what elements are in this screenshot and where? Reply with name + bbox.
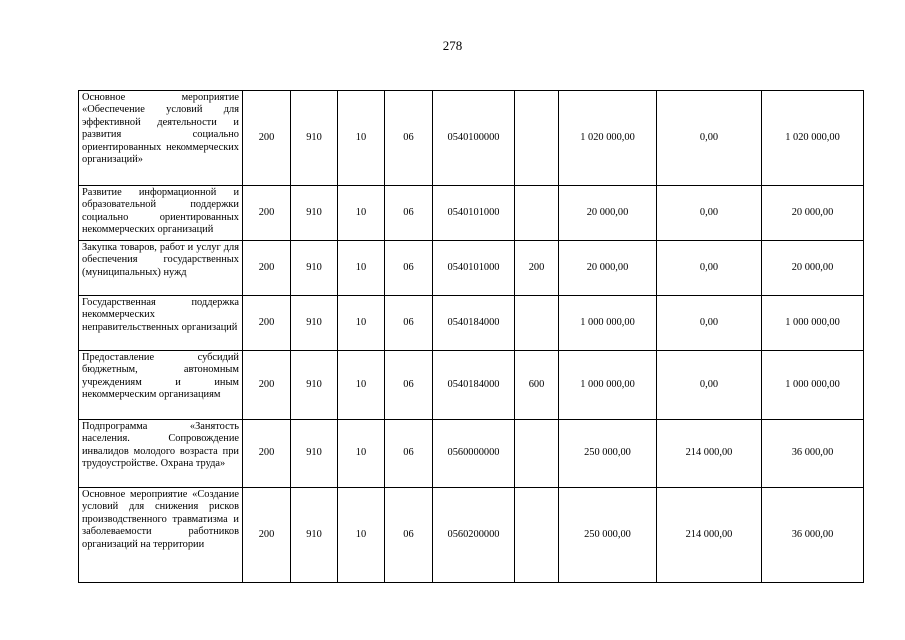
cell-code-5: 0540101000	[433, 186, 515, 241]
cell-amount-3: 1 000 000,00	[762, 296, 864, 351]
cell-code-4: 06	[385, 241, 433, 296]
cell-amount-3: 36 000,00	[762, 420, 864, 488]
cell-amount-2: 0,00	[657, 91, 762, 186]
cell-code-4: 06	[385, 351, 433, 420]
row-name: Развитие информационной и образовательной поддержки социально ориентированных некоммерческих организаций	[79, 186, 243, 241]
cell-code-2: 910	[291, 296, 338, 351]
cell-amount-3: 36 000,00	[762, 488, 864, 583]
cell-code-6	[515, 91, 559, 186]
cell-amount-3: 20 000,00	[762, 186, 864, 241]
cell-code-4: 06	[385, 296, 433, 351]
cell-code-1: 200	[243, 186, 291, 241]
row-name: Подпрограмма «Занятость населения. Сопровождение инвалидов молодого возраста при трудоустройстве. Охрана труда»	[79, 420, 243, 488]
cell-code-5: 0540184000	[433, 351, 515, 420]
cell-code-3: 10	[338, 296, 385, 351]
cell-code-5: 0540100000	[433, 91, 515, 186]
cell-code-3: 10	[338, 488, 385, 583]
page-number: 278	[442, 38, 463, 53]
cell-code-3: 10	[338, 91, 385, 186]
cell-code-4: 06	[385, 91, 433, 186]
cell-code-6	[515, 296, 559, 351]
cell-code-6: 200	[515, 241, 559, 296]
cell-code-1: 200	[243, 420, 291, 488]
cell-code-5: 0540184000	[433, 296, 515, 351]
cell-amount-3: 1 020 000,00	[762, 91, 864, 186]
cell-code-3: 10	[338, 351, 385, 420]
table-row	[79, 420, 864, 488]
cell-code-1: 200	[243, 91, 291, 186]
cell-amount-1: 1 000 000,00	[559, 296, 657, 351]
cell-code-4: 06	[385, 488, 433, 583]
cell-amount-1: 20 000,00	[559, 241, 657, 296]
row-name: Предоставление субсидий бюджетным, автономным учреждениям и иным некоммерческим организациям	[79, 351, 243, 420]
cell-code-1: 200	[243, 241, 291, 296]
cell-code-1: 200	[243, 296, 291, 351]
table-row	[79, 296, 864, 351]
cell-amount-1: 1 020 000,00	[559, 91, 657, 186]
budget-table	[78, 90, 864, 583]
cell-code-3: 10	[338, 186, 385, 241]
table-row	[79, 186, 864, 241]
cell-code-2: 910	[291, 351, 338, 420]
table-row	[79, 351, 864, 420]
cell-code-2: 910	[291, 241, 338, 296]
cell-code-6	[515, 186, 559, 241]
cell-code-2: 910	[291, 186, 338, 241]
row-name: Закупка товаров, работ и услуг для обеспечения государственных (муниципальных) нужд	[79, 241, 243, 296]
table-row	[79, 241, 864, 296]
row-name: Основное мероприятие «Обеспечение условий для эффективной деятельности и развития социально ориентированных некоммерческих организаций»	[79, 91, 243, 186]
cell-code-6	[515, 488, 559, 583]
cell-amount-2: 0,00	[657, 241, 762, 296]
row-name: Государственная поддержка некоммерческих неправительственных организаций	[79, 296, 243, 351]
cell-amount-1: 1 000 000,00	[559, 351, 657, 420]
cell-code-4: 06	[385, 420, 433, 488]
cell-code-1: 200	[243, 488, 291, 583]
cell-code-2: 910	[291, 420, 338, 488]
cell-code-2: 910	[291, 488, 338, 583]
cell-code-6: 600	[515, 351, 559, 420]
row-name: Основное мероприятие «Создание условий для снижения рисков производственного травматизма и заболеваемости работников организаций на территории	[79, 488, 243, 583]
cell-amount-1: 250 000,00	[559, 488, 657, 583]
cell-code-3: 10	[338, 420, 385, 488]
cell-code-5: 0540101000	[433, 241, 515, 296]
cell-code-4: 06	[385, 186, 433, 241]
cell-code-1: 200	[243, 351, 291, 420]
cell-amount-2: 0,00	[657, 296, 762, 351]
table-row	[79, 488, 864, 583]
cell-amount-2: 0,00	[657, 351, 762, 420]
cell-amount-1: 250 000,00	[559, 420, 657, 488]
cell-amount-2: 214 000,00	[657, 420, 762, 488]
cell-code-6	[515, 420, 559, 488]
cell-code-3: 10	[338, 241, 385, 296]
cell-code-2: 910	[291, 91, 338, 186]
cell-amount-2: 214 000,00	[657, 488, 762, 583]
cell-amount-3: 1 000 000,00	[762, 351, 864, 420]
cell-amount-2: 0,00	[657, 186, 762, 241]
cell-code-5: 0560200000	[433, 488, 515, 583]
cell-amount-3: 20 000,00	[762, 241, 864, 296]
table-row	[79, 91, 864, 186]
cell-code-5: 0560000000	[433, 420, 515, 488]
cell-amount-1: 20 000,00	[559, 186, 657, 241]
